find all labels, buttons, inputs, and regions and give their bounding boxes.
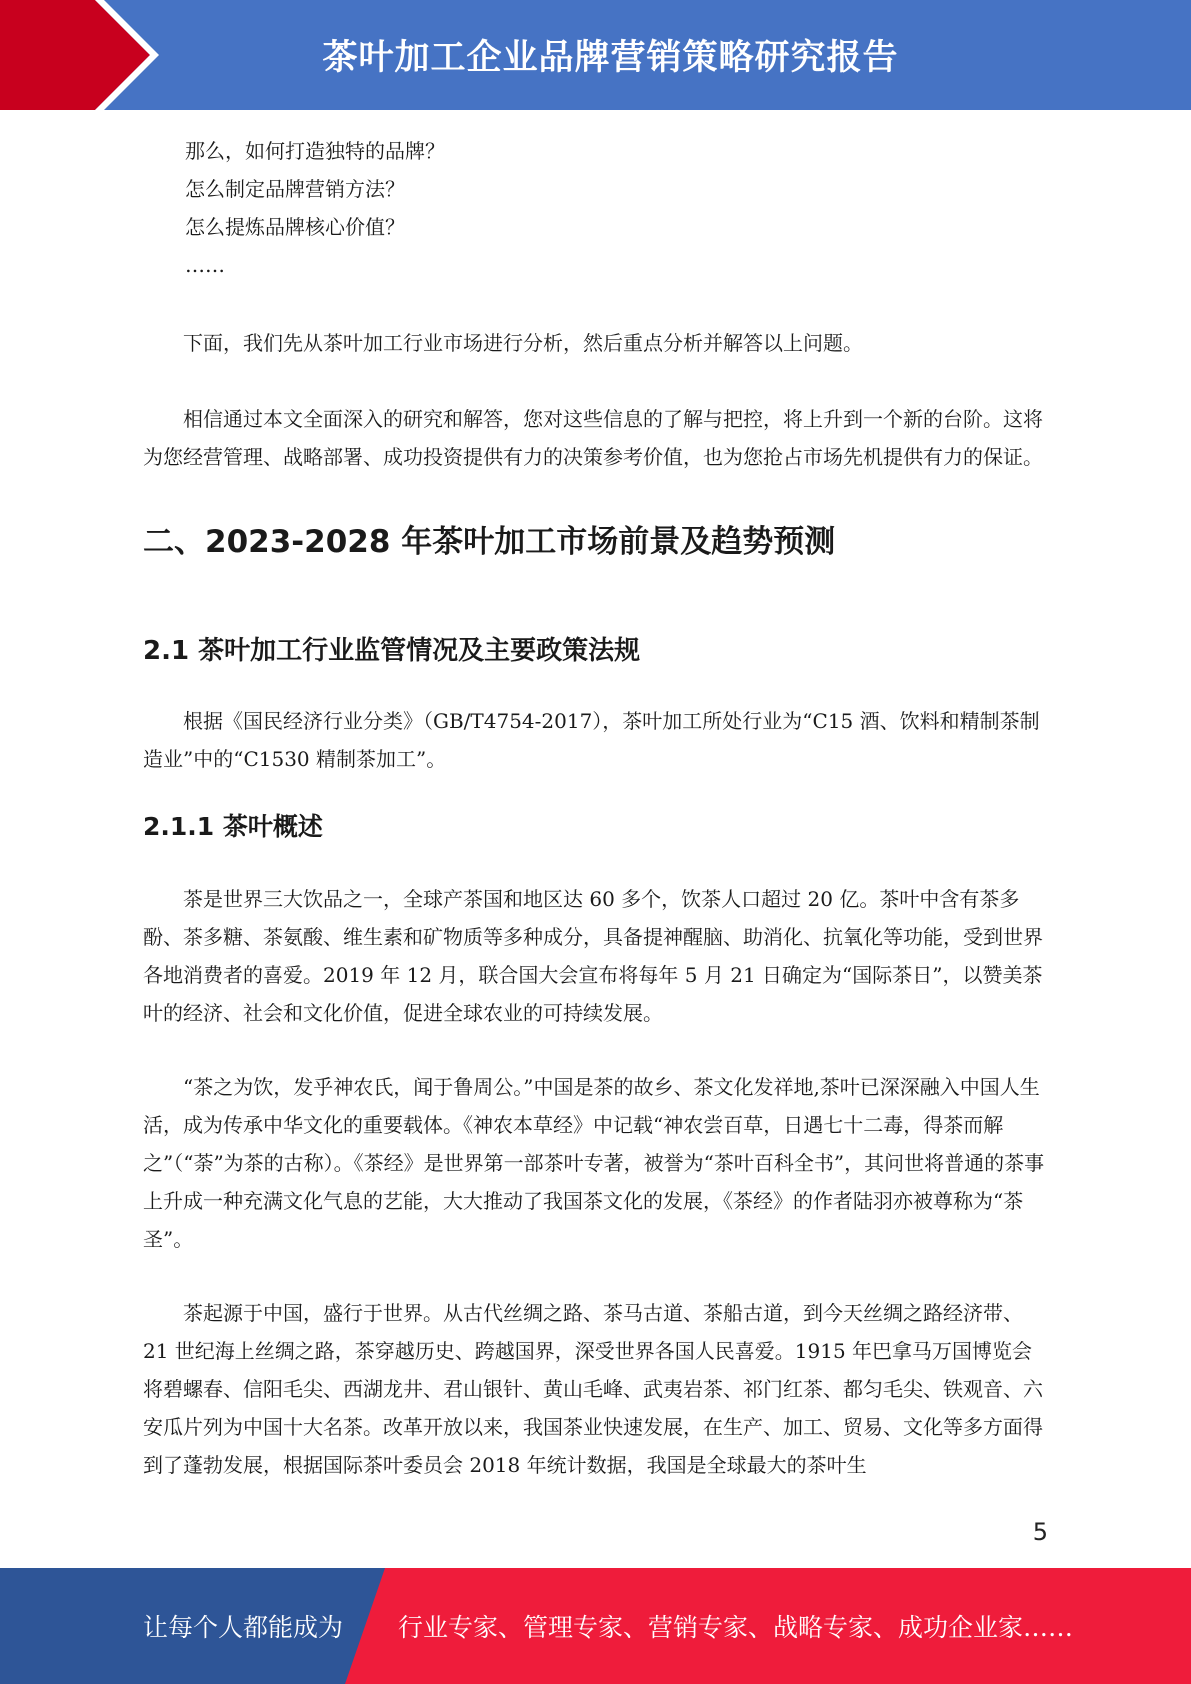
- tea-overview-paragraph-3: 茶起源于中国，盛行于世界。从古代丝绸之路、茶马古道、茶船古道，到今天丝绸之路经济带、21 世纪海上丝绸之路，茶穿越历史、跨越国界，深受世界各国人民喜爱。1915 年巴拿马万国博览会将碧螺春、信阳毛尖、西湖龙井、君山银针、黄山毛峰、武夷岩茶、祁门红茶、都匀毛尖、铁观音、六安瓜片列为中国十大名茶。改革开放以来，我国茶业快速发展，在生产、加工、贸易、文化等多方面得到了蓬勃发展，根据国际茶叶委员会 2018 年统计数据，我国是全球最大的茶叶生: [143, 1301, 1043, 1477]
- tea-overview-paragraph-1: 茶是世界三大饮品之一，全球产茶国和地区达 60 多个，饮茶人口超过 20 亿。茶叶中含有茶多酚、茶多糖、茶氨酸、维生素和矿物质等多种成分，具备提神醒脑、助消化、抗氧化等功能，受到世界各地消费者的喜爱。2019 年 12 月，联合国大会宣布将每年 5 月 21 日确定为“国际茶日”，以赞美茶叶的经济、社会和文化价值，促进全球农业的可持续发展。: [143, 887, 1043, 1025]
- page-content: [143, 132, 1048, 1484]
- question-ellipsis: ……: [185, 253, 225, 277]
- report-title: 茶叶加工企业品牌营销策略研究报告: [322, 38, 899, 78]
- section-2-1-paragraph: 根据《国民经济行业分类》（GB/T4754-2017），茶叶加工所处行业为“C15 酒、饮料和精制茶制造业”中的“C1530 精制茶加工”。: [143, 709, 1040, 771]
- section-2-heading: 二、2023-2028 年茶叶加工市场前景及趋势预测: [143, 524, 836, 560]
- question-3: 怎么提炼品牌核心价值？: [185, 215, 405, 239]
- page-number: 5: [1032, 1518, 1048, 1546]
- question-1: 那么，如何打造独特的品牌？: [185, 139, 445, 163]
- tea-overview-paragraph-2: “茶之为饮，发乎神农氏，闻于鲁周公。”中国是茶的故乡、茶文化发祥地,茶叶已深深融入中国人生活，成为传承中华文化的重要载体。《神农本草经》中记载“神农尝百草，日遇七十二毒，得茶而解之”（“荼”为茶的古称）。《茶经》是世界第一部茶叶专著，被誉为“茶叶百科全书”，其问世将普通的茶事上升成一种充满文化气息的艺能，大大推动了我国茶文化的发展，《茶经》的作者陆羽亦被尊称为“茶圣”。: [143, 1075, 1045, 1251]
- footer-slogan-right: 行业专家、管理专家、营销专家、战略专家、成功企业家……: [398, 1613, 1074, 1642]
- section-2-1-heading: 2.1 茶叶加工行业监管情况及主要政策法规: [143, 636, 641, 666]
- footer-slogan-left: 让每个人都能成为: [143, 1613, 344, 1642]
- page-footer: [0, 1568, 1191, 1684]
- question-2: 怎么制定品牌营销方法？: [185, 177, 405, 201]
- section-2-1-1-heading: 2.1.1 茶叶概述: [143, 812, 323, 841]
- page-header: [0, 0, 1191, 110]
- intro-paragraph-2: 相信通过本文全面深入的研究和解答，您对这些信息的了解与把控，将上升到一个新的台阶。这将为您经营管理、战略部署、成功投资提供有力的决策参考价值，也为您抢占市场先机提供有力的保证。: [143, 407, 1043, 469]
- intro-paragraph-1: 下面，我们先从茶叶加工行业市场进行分析，然后重点分析并解答以上问题。: [183, 331, 863, 355]
